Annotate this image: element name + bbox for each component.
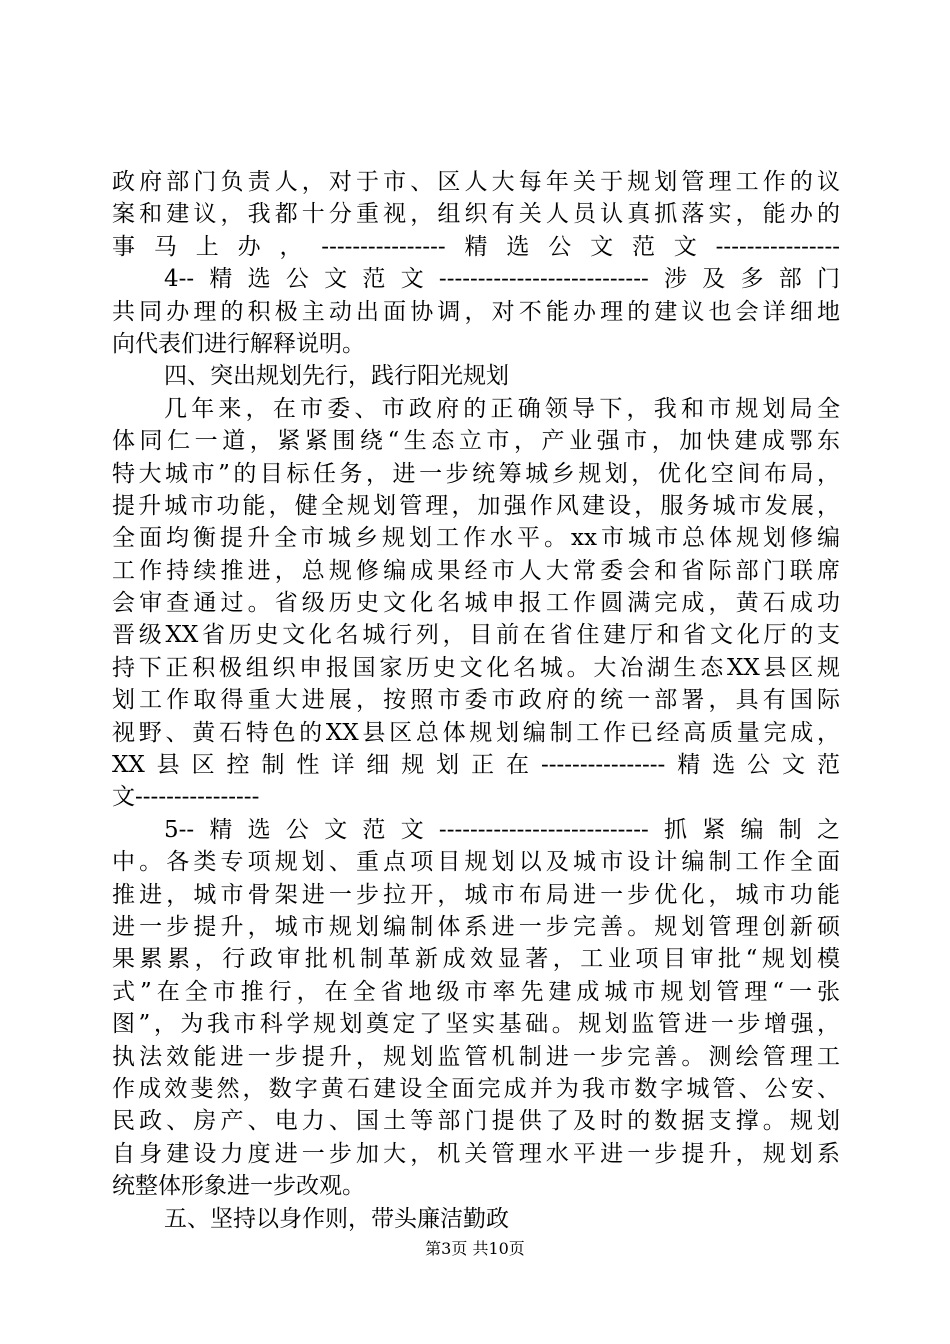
- text-line: 向代表们进行解释说明。: [112, 330, 365, 357]
- text-line: 5--精选公文范文---------------------------抓紧编制之: [164, 816, 840, 843]
- text-line: 划工作取得重大进展，按照市委市政府的统一部署，具有国际: [112, 687, 840, 714]
- text-line: 体同仁一道，紧紧围绕“生态立市，产业强市，加快建成鄂东: [112, 428, 840, 455]
- text-line: 晋级XX省历史文化名城行列，目前在省住建厅和省文化厅的支: [112, 622, 840, 649]
- text-line: 中。各类专项规划、重点项目规划以及城市设计编制工作全面: [112, 849, 840, 876]
- text-line: 工作持续推进，总规修编成果经市人大常委会和省际部门联席: [112, 557, 840, 584]
- body-text: [112, 166, 840, 1235]
- text-line: 几年来，在市委、市政府的正确领导下，我和市规划局全: [164, 395, 840, 422]
- text-line: 统整体形象进一步改观。: [112, 1173, 365, 1200]
- text-line: 视野、黄石特色的XX县区总体规划编制工作已经高质量完成，: [112, 719, 840, 746]
- section-heading: 四、突出规划先行，践行阳光规划: [164, 363, 509, 390]
- section-heading: 五、坚持以身作则，带头廉洁勤政: [164, 1205, 509, 1232]
- text-line: XX县区控制性详细规划正在----------------精选公文范: [112, 752, 840, 779]
- text-line: 执法效能进一步提升，规划监管机制进一步完善。测绘管理工: [112, 1043, 840, 1070]
- text-line: 图”，为我市科学规划奠定了坚实基础。规划监管进一步增强，: [112, 1011, 840, 1038]
- text-line: 特大城市”的目标任务，进一步统筹城乡规划，优化空间布局，: [112, 460, 840, 487]
- text-line: 会审查通过。省级历史文化名城申报工作圆满完成，黄石成功: [112, 590, 840, 617]
- text-line: 事马上办，----------------精选公文范文----------------: [112, 233, 840, 260]
- text-line: 4--精选公文范文---------------------------涉及多部门: [164, 266, 840, 293]
- text-line: 式”在全市推行，在全省地级市率先建成城市规划管理“一张: [112, 978, 840, 1005]
- text-line: 进一步提升，城市规划编制体系进一步完善。规划管理创新硕: [112, 913, 840, 940]
- text-line: 全面均衡提升全市城乡规划工作水平。xx市城市总体规划修编: [112, 525, 840, 552]
- text-line: 自身建设力度进一步加大，机关管理水平进一步提升，规划系: [112, 1140, 840, 1167]
- text-line: 提升城市功能，健全规划管理，加强作风建设，服务城市发展，: [112, 492, 840, 519]
- text-line: 果累累，行政审批机制革新成效显著，工业项目审批“规划模: [112, 946, 840, 973]
- text-line: 民政、房产、电力、国土等部门提供了及时的数据支撑。规划: [112, 1108, 840, 1135]
- page-footer: 第3页 共10页: [425, 1239, 525, 1258]
- text-line: 共同办理的积极主动出面协调，对不能办理的建议也会详细地: [112, 298, 840, 325]
- text-line: 政府部门负责人，对于市、区人大每年关于规划管理工作的议: [112, 169, 840, 195]
- text-line: 推进，城市骨架进一步拉开，城市布局进一步优化，城市功能: [112, 881, 840, 908]
- text-line: 持下正积极组织申报国家历史文化名城。大冶湖生态XX县区规: [112, 654, 840, 681]
- text-line: 案和建议，我都十分重视，组织有关人员认真抓落实，能办的: [112, 201, 840, 228]
- text-line: 文----------------: [112, 784, 260, 811]
- text-line: 作成效斐然，数字黄石建设全面完成并为我市数字城管、公安、: [112, 1075, 840, 1102]
